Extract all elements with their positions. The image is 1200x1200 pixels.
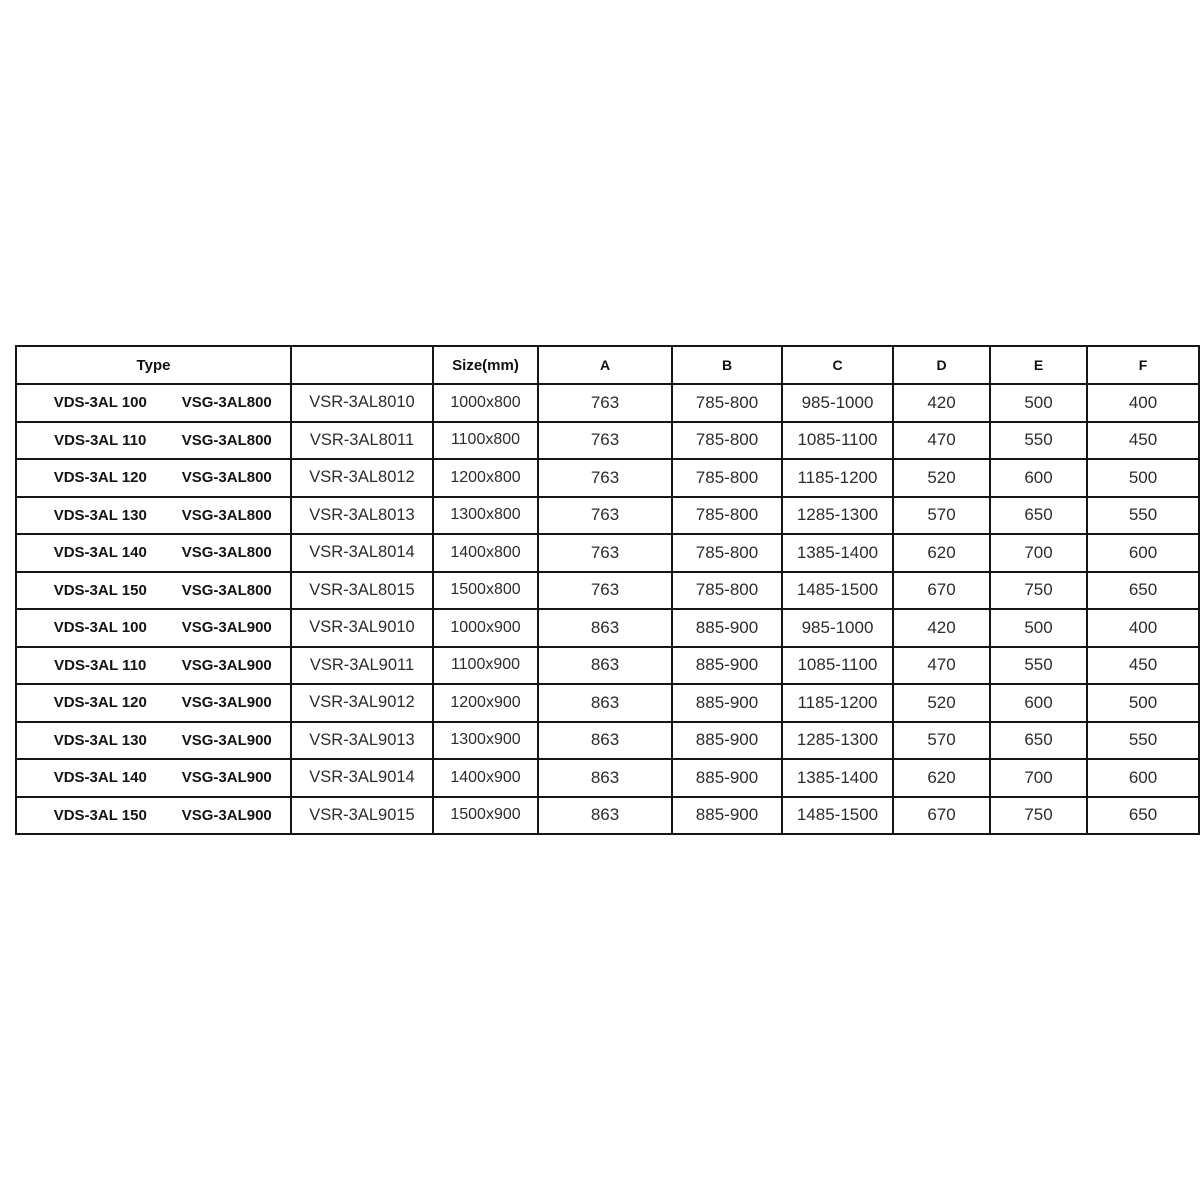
value-f-cell: 650	[1087, 572, 1199, 610]
value-e-cell: 650	[990, 497, 1087, 535]
table-row	[16, 384, 1199, 422]
value-d-cell: 670	[893, 797, 990, 835]
value-b-cell: 885-900	[672, 759, 782, 797]
code-cell: VSR-3AL8015	[291, 572, 433, 610]
value-b-cell: 785-800	[672, 459, 782, 497]
table-row	[16, 722, 1199, 760]
type-cell	[16, 797, 291, 835]
value-c-cell: 1285-1300	[782, 722, 893, 760]
header-size: Size(mm)	[433, 346, 538, 384]
value-a-cell: 763	[538, 422, 672, 460]
value-a-cell: 863	[538, 647, 672, 685]
value-b-cell: 885-900	[672, 647, 782, 685]
header-row	[16, 346, 1199, 384]
type-vsg-label: VSG-3AL900	[181, 619, 272, 637]
value-e-cell: 600	[990, 684, 1087, 722]
value-b-cell: 785-800	[672, 422, 782, 460]
table-row	[16, 759, 1199, 797]
type-vsg-label: VSG-3AL900	[181, 694, 272, 712]
value-f-cell: 400	[1087, 609, 1199, 647]
type-wrap	[17, 732, 290, 749]
type-cell	[16, 459, 291, 497]
type-vds-label: VDS-3AL 100	[53, 619, 147, 637]
size-cell: 1200x800	[433, 459, 538, 497]
value-a-cell: 763	[538, 459, 672, 497]
type-vsg-label: VSG-3AL800	[181, 506, 272, 524]
type-vsg-label: VSG-3AL900	[181, 806, 272, 824]
value-d-cell: 520	[893, 684, 990, 722]
value-e-cell: 550	[990, 647, 1087, 685]
code-cell: VSR-3AL9012	[291, 684, 433, 722]
type-vsg-label: VSG-3AL900	[181, 731, 272, 749]
type-vsg-label: VSG-3AL800	[181, 581, 272, 599]
table-header	[16, 346, 1199, 384]
value-d-cell: 420	[893, 609, 990, 647]
code-cell: VSR-3AL8014	[291, 534, 433, 572]
value-c-cell: 1085-1100	[782, 647, 893, 685]
type-vds-label: VDS-3AL 130	[53, 506, 147, 524]
type-wrap	[17, 394, 290, 411]
value-f-cell: 500	[1087, 459, 1199, 497]
type-wrap	[17, 432, 290, 449]
type-cell	[16, 497, 291, 535]
header-code-blank	[291, 346, 433, 384]
value-b-cell: 885-900	[672, 797, 782, 835]
type-cell	[16, 722, 291, 760]
value-e-cell: 700	[990, 759, 1087, 797]
code-cell: VSR-3AL9015	[291, 797, 433, 835]
code-cell: VSR-3AL9011	[291, 647, 433, 685]
spec-table	[15, 345, 1200, 835]
value-f-cell: 600	[1087, 759, 1199, 797]
type-vsg-label: VSG-3AL800	[181, 394, 272, 412]
value-d-cell: 570	[893, 722, 990, 760]
value-b-cell: 785-800	[672, 572, 782, 610]
header-c: C	[782, 346, 893, 384]
table-row	[16, 422, 1199, 460]
value-d-cell: 670	[893, 572, 990, 610]
value-c-cell: 985-1000	[782, 384, 893, 422]
value-e-cell: 750	[990, 797, 1087, 835]
type-wrap	[17, 507, 290, 524]
size-cell: 1100x900	[433, 647, 538, 685]
value-a-cell: 863	[538, 609, 672, 647]
header-e: E	[990, 346, 1087, 384]
value-f-cell: 400	[1087, 384, 1199, 422]
type-vsg-label: VSG-3AL800	[181, 469, 272, 487]
type-vds-label: VDS-3AL 150	[53, 581, 147, 599]
value-e-cell: 750	[990, 572, 1087, 610]
table-row	[16, 609, 1199, 647]
type-wrap	[17, 694, 290, 711]
code-cell: VSR-3AL9014	[291, 759, 433, 797]
value-d-cell: 620	[893, 759, 990, 797]
size-cell: 1400x800	[433, 534, 538, 572]
value-a-cell: 863	[538, 684, 672, 722]
value-d-cell: 470	[893, 647, 990, 685]
type-wrap	[17, 657, 290, 674]
code-cell: VSR-3AL8013	[291, 497, 433, 535]
type-cell	[16, 422, 291, 460]
value-e-cell: 500	[990, 384, 1087, 422]
value-c-cell: 1385-1400	[782, 759, 893, 797]
table-row	[16, 684, 1199, 722]
type-wrap	[17, 544, 290, 561]
value-f-cell: 550	[1087, 722, 1199, 760]
type-cell	[16, 647, 291, 685]
value-e-cell: 550	[990, 422, 1087, 460]
size-cell: 1500x900	[433, 797, 538, 835]
value-f-cell: 450	[1087, 647, 1199, 685]
header-type: Type	[16, 346, 291, 384]
header-d: D	[893, 346, 990, 384]
value-c-cell: 1185-1200	[782, 684, 893, 722]
code-cell: VSR-3AL8011	[291, 422, 433, 460]
type-cell	[16, 384, 291, 422]
value-a-cell: 763	[538, 384, 672, 422]
code-cell: VSR-3AL9013	[291, 722, 433, 760]
value-b-cell: 885-900	[672, 684, 782, 722]
table-row	[16, 572, 1199, 610]
value-c-cell: 1185-1200	[782, 459, 893, 497]
value-a-cell: 863	[538, 759, 672, 797]
type-wrap	[17, 807, 290, 824]
value-e-cell: 650	[990, 722, 1087, 760]
type-wrap	[17, 582, 290, 599]
value-e-cell: 500	[990, 609, 1087, 647]
type-wrap	[17, 619, 290, 636]
type-vsg-label: VSG-3AL900	[181, 656, 272, 674]
value-c-cell: 1485-1500	[782, 572, 893, 610]
type-cell	[16, 534, 291, 572]
header-b: B	[672, 346, 782, 384]
value-c-cell: 985-1000	[782, 609, 893, 647]
type-vds-label: VDS-3AL 140	[53, 544, 147, 562]
value-b-cell: 885-900	[672, 609, 782, 647]
value-f-cell: 550	[1087, 497, 1199, 535]
table-row	[16, 497, 1199, 535]
value-a-cell: 763	[538, 497, 672, 535]
value-b-cell: 785-800	[672, 384, 782, 422]
type-cell	[16, 684, 291, 722]
value-e-cell: 700	[990, 534, 1087, 572]
type-vds-label: VDS-3AL 110	[54, 656, 147, 674]
value-d-cell: 520	[893, 459, 990, 497]
value-b-cell: 785-800	[672, 497, 782, 535]
type-vds-label: VDS-3AL 120	[53, 469, 147, 487]
header-f: F	[1087, 346, 1199, 384]
value-b-cell: 785-800	[672, 534, 782, 572]
value-f-cell: 600	[1087, 534, 1199, 572]
value-f-cell: 450	[1087, 422, 1199, 460]
type-wrap	[17, 469, 290, 486]
size-cell: 1400x900	[433, 759, 538, 797]
value-a-cell: 763	[538, 534, 672, 572]
value-c-cell: 1385-1400	[782, 534, 893, 572]
value-e-cell: 600	[990, 459, 1087, 497]
code-cell: VSR-3AL9010	[291, 609, 433, 647]
size-cell: 1300x800	[433, 497, 538, 535]
value-d-cell: 470	[893, 422, 990, 460]
type-cell	[16, 759, 291, 797]
table-body	[16, 384, 1199, 834]
type-vsg-label: VSG-3AL900	[181, 769, 272, 787]
value-a-cell: 763	[538, 572, 672, 610]
table-row	[16, 459, 1199, 497]
type-cell	[16, 572, 291, 610]
type-vsg-label: VSG-3AL800	[181, 544, 272, 562]
type-wrap	[17, 769, 290, 786]
size-cell: 1300x900	[433, 722, 538, 760]
type-vds-label: VDS-3AL 110	[54, 431, 147, 449]
type-vds-label: VDS-3AL 140	[53, 769, 147, 787]
value-d-cell: 420	[893, 384, 990, 422]
size-cell: 1200x900	[433, 684, 538, 722]
type-cell	[16, 609, 291, 647]
value-f-cell: 500	[1087, 684, 1199, 722]
size-cell: 1000x900	[433, 609, 538, 647]
size-cell: 1100x800	[433, 422, 538, 460]
size-cell: 1000x800	[433, 384, 538, 422]
code-cell: VSR-3AL8012	[291, 459, 433, 497]
code-cell: VSR-3AL8010	[291, 384, 433, 422]
value-d-cell: 620	[893, 534, 990, 572]
size-cell: 1500x800	[433, 572, 538, 610]
value-d-cell: 570	[893, 497, 990, 535]
table-row	[16, 797, 1199, 835]
table-row	[16, 647, 1199, 685]
value-c-cell: 1085-1100	[782, 422, 893, 460]
value-c-cell: 1285-1300	[782, 497, 893, 535]
value-a-cell: 863	[538, 722, 672, 760]
value-f-cell: 650	[1087, 797, 1199, 835]
header-a: A	[538, 346, 672, 384]
type-vsg-label: VSG-3AL800	[181, 431, 272, 449]
type-vds-label: VDS-3AL 120	[53, 694, 147, 712]
value-b-cell: 885-900	[672, 722, 782, 760]
type-vds-label: VDS-3AL 100	[53, 394, 147, 412]
value-a-cell: 863	[538, 797, 672, 835]
table-row	[16, 534, 1199, 572]
type-vds-label: VDS-3AL 150	[53, 806, 147, 824]
type-vds-label: VDS-3AL 130	[53, 731, 147, 749]
value-c-cell: 1485-1500	[782, 797, 893, 835]
